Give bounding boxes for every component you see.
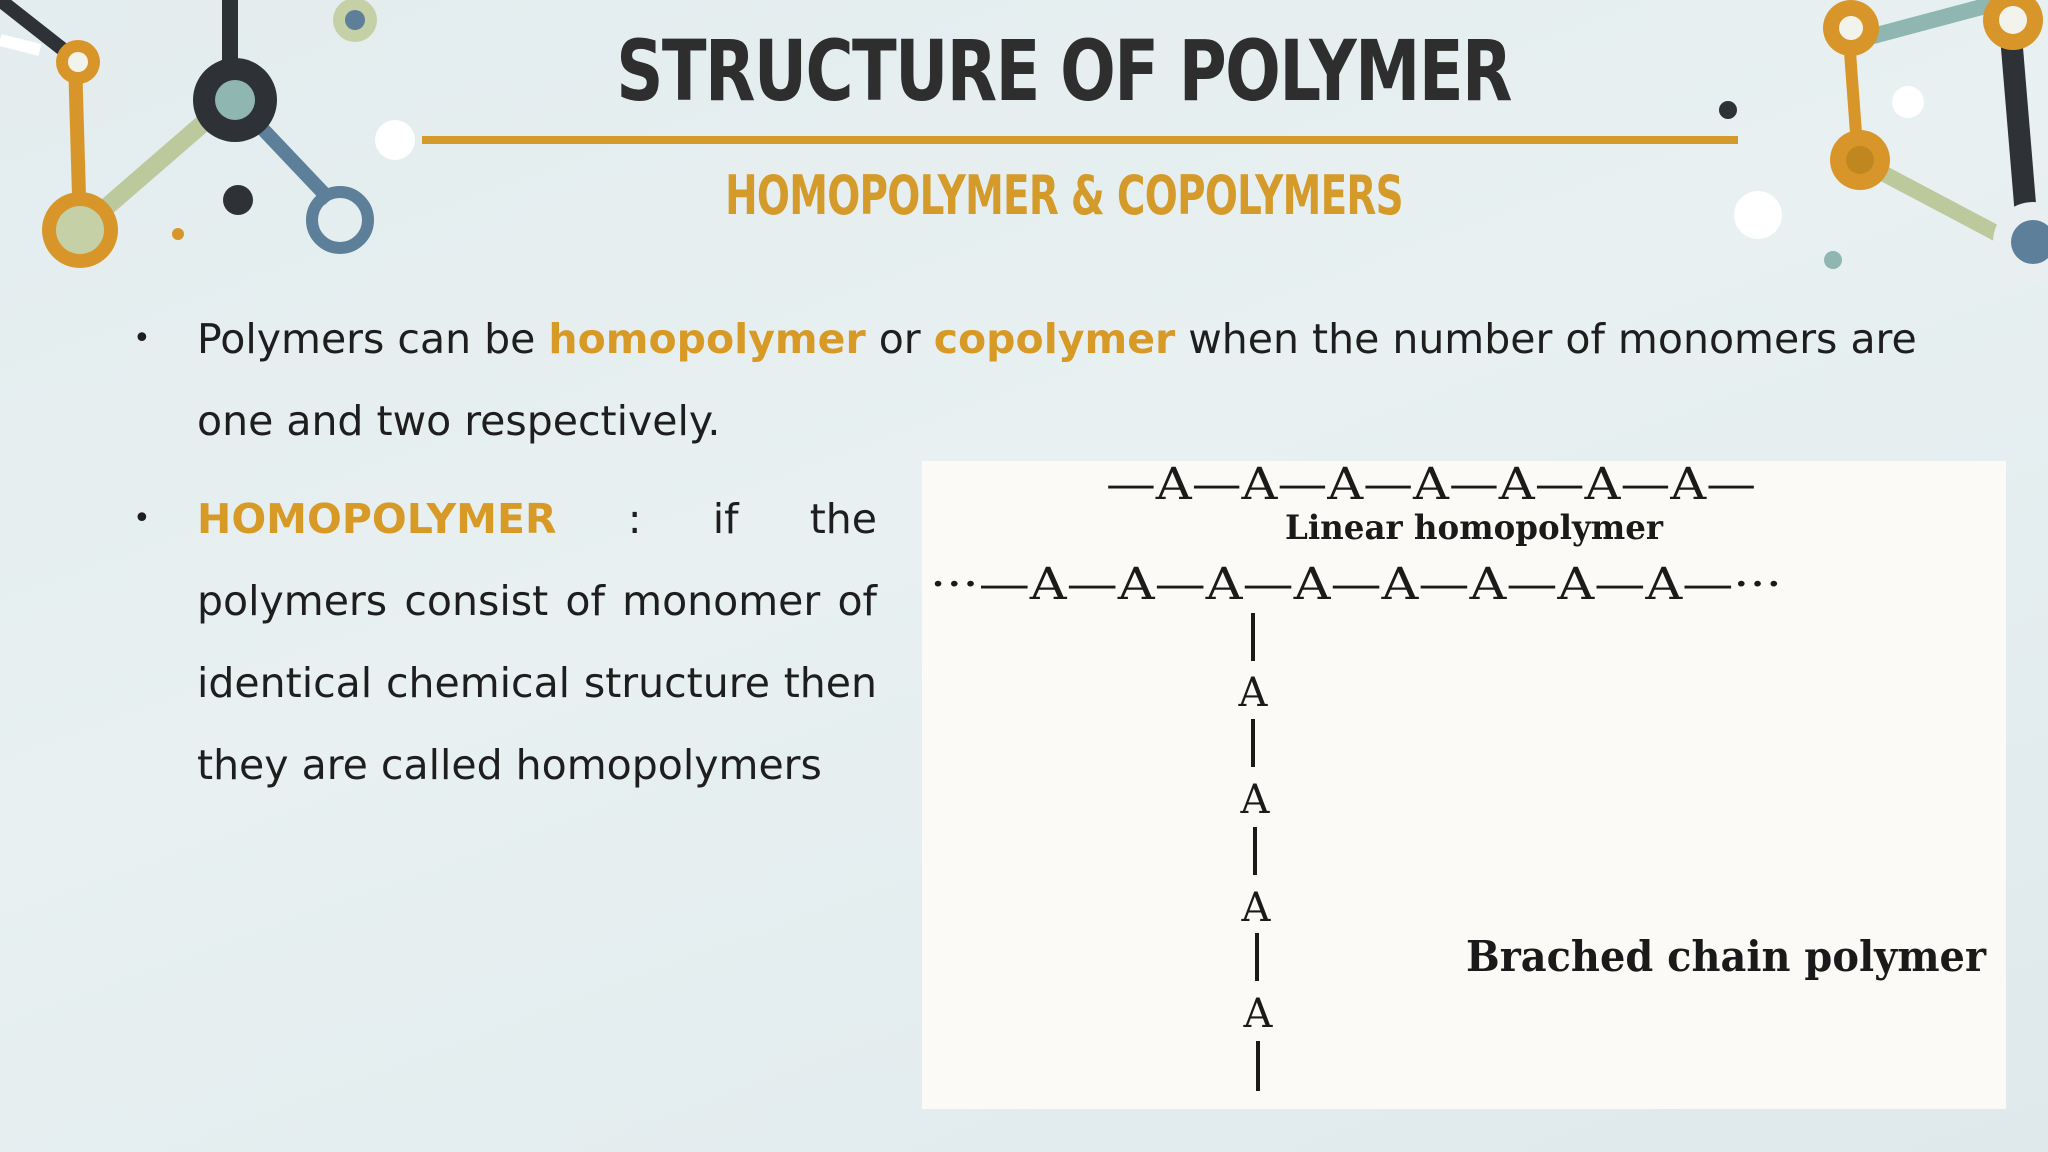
branch-unit: A	[1240, 777, 1270, 823]
linear-homopolymer-label: Linear homopolymer	[1285, 508, 1665, 548]
linear-chain: —A—A—A—A—A—A—A—	[1106, 461, 1756, 510]
bullet-text-mid: or	[865, 315, 934, 363]
slide-subtitle: HOMOPOLYMER & COPOLYMERS	[725, 164, 1403, 227]
branched-main-chain: ···—A—A—A—A—A—A—A—A—···	[930, 559, 1782, 610]
bullet-polymer-types	[133, 298, 1937, 462]
branched-chain-label: Brached chain polymer	[1466, 932, 1987, 981]
bullet-homopolymer-definition	[133, 478, 877, 806]
definition-text: : if the polymers consist of monomer of identical chemical structure then they are called homopolymers	[197, 495, 877, 789]
title-underline	[422, 136, 1738, 144]
bullet-text-start: Polymers can be	[197, 315, 549, 363]
highlight-copolymer: copolymer	[933, 315, 1176, 363]
highlight-homopolymer: homopolymer	[548, 315, 866, 363]
branch-unit: A	[1241, 885, 1271, 931]
slide-title: STRUCTURE OF POLYMER	[616, 22, 1511, 120]
branch-unit: A	[1243, 991, 1273, 1037]
bullet-marker: •	[133, 501, 151, 536]
polymer-structure-figure	[922, 461, 2006, 1109]
branch-unit: A	[1238, 670, 1268, 716]
highlight-homopolymer-term: HOMOPOLYMER	[197, 495, 557, 543]
bullet-text-end: when the number of monomers are one and two respectively.	[197, 315, 1917, 445]
bullet-marker: •	[133, 321, 151, 356]
